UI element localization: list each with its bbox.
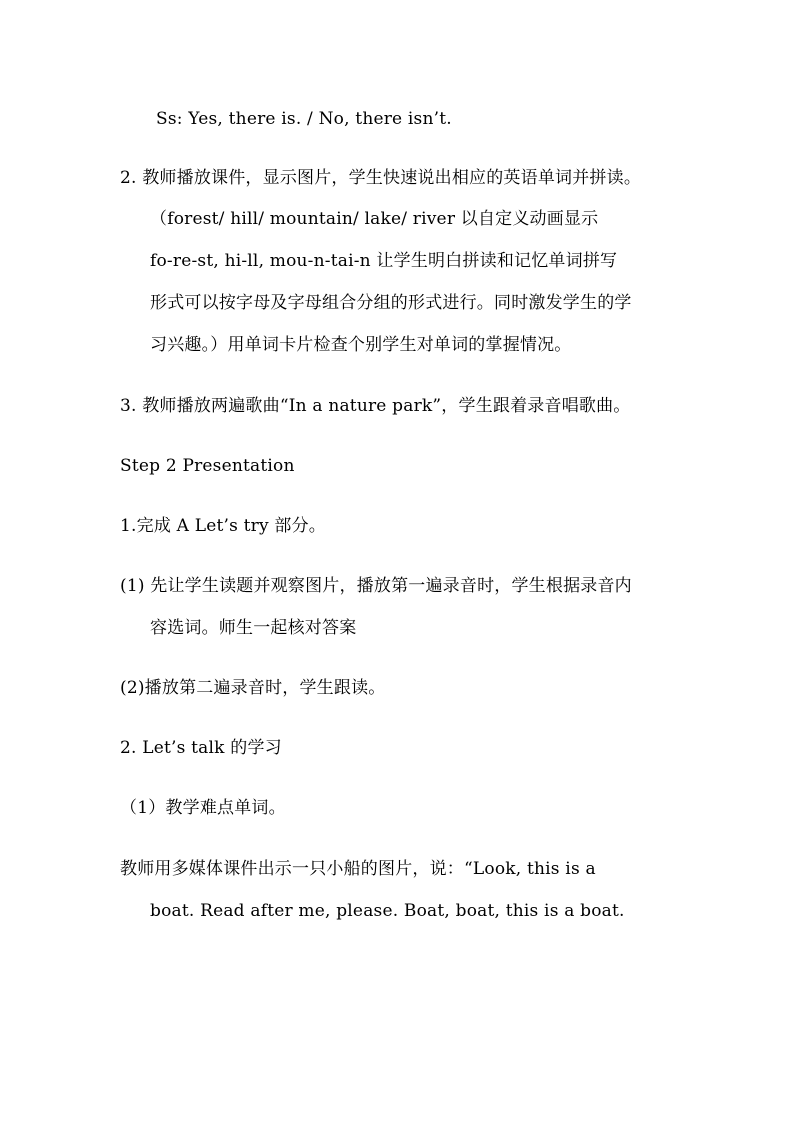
text-line-7: 3. 教师播放两遍歌曲“In a nature park”，学生跟着录音唱歌曲。: [120, 396, 631, 416]
text-line-2: 2. 教师播放课件，显示图片，学生快速说出相应的英语单词并拼读。: [120, 168, 642, 188]
text-line-14: （1）教学难点单词。: [120, 798, 286, 818]
text-line-6: 习兴趣。）用单词卡片检查个别学生对单词的掌握情况。: [150, 335, 572, 355]
text-line-13: 2. Let’s talk 的学习: [120, 738, 282, 758]
text-line-3: （forest/ hill/ mountain/ lake/ river 以自定义动画显示: [150, 209, 599, 229]
text-line-5: 形式可以按字母及字母组合分组的形式进行。同时激发学生的学: [150, 293, 632, 313]
text-line-4: fo-re-st, hi-ll, mou-n-tai-n 让学生明白拼读和记忆单词拼写: [150, 251, 618, 271]
text-line-12: (2)播放第二遍录音时，学生跟读。: [120, 678, 386, 698]
text-line-9: 1.完成 A Let’s try 部分。: [120, 516, 326, 536]
text-line-15: 教师用多媒体课件出示一只小船的图片，说：“Look, this is a: [120, 859, 596, 879]
section-heading: Step 2 Presentation: [120, 456, 295, 476]
text-line-10: (1) 先让学生读题并观察图片，播放第一遍录音时，学生根据录音内: [120, 576, 632, 596]
text-line-16: boat. Read after me, please. Boat, boat, this is a boat.: [150, 901, 625, 921]
text-line-11: 容选词。师生一起核对答案: [150, 618, 357, 638]
text-line-1: Ss: Yes, there is. / No, there isn’t.: [156, 109, 452, 129]
